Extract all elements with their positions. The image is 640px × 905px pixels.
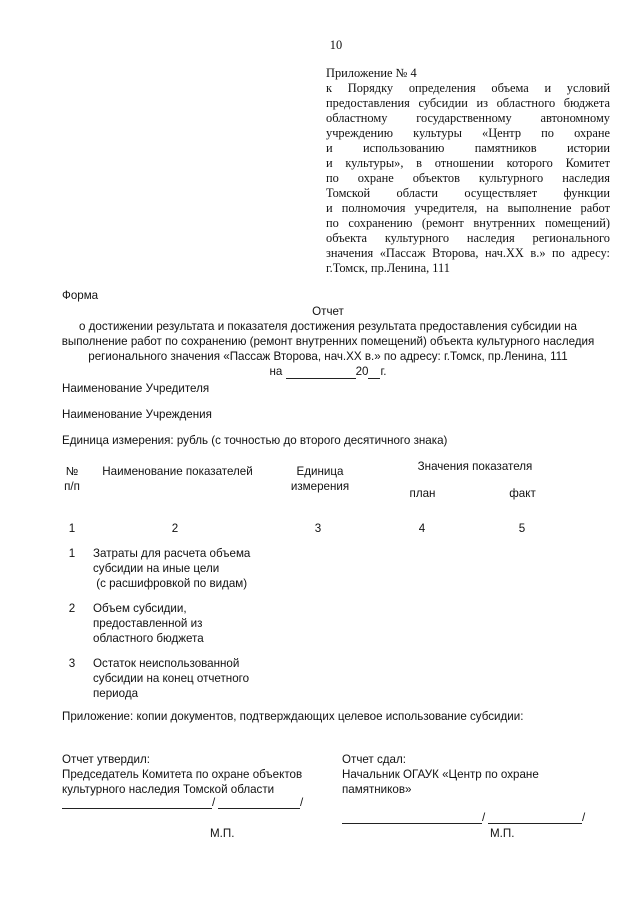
row-label-line: субсидии на конец отчетного (93, 672, 250, 685)
row-label-line: (с расшифровкой по видам) (93, 577, 248, 590)
row-label-line: Объем субсидии, (93, 602, 187, 615)
appendix-line: областному государственному автономному (326, 111, 610, 125)
row-number: 2 (68, 602, 76, 615)
submitted-signature-line[interactable]: / / (342, 811, 592, 825)
name-blank[interactable] (488, 811, 582, 824)
appendix-line: значения «Пассаж Второва, нач.XX в.» по адресу: (326, 246, 610, 260)
appendix-line: к Порядку определения объема и условий (326, 81, 610, 95)
header-num-sub: п/п (64, 480, 80, 493)
column-number: 1 (68, 522, 76, 535)
page-number: 10 (329, 38, 343, 52)
approved-signature-line[interactable]: / / (62, 796, 306, 810)
row-label-line: субсидии на иные цели (93, 562, 220, 575)
appendix-line: Томской области осуществляет функции (326, 186, 610, 200)
row-label-line: Остаток неиспользованной (93, 657, 240, 670)
header-values: Значения показателя (417, 460, 533, 473)
approved-label: Отчет утвердил: (62, 753, 150, 766)
appendix-line: объекта культурного наследия регионального (326, 231, 610, 245)
name-blank[interactable] (218, 796, 300, 809)
header-unit-sub: измерения (290, 480, 350, 493)
founder-label: Наименование Учредителя (62, 382, 210, 395)
header-plan: план (409, 487, 436, 500)
header-name: Наименование показателей (102, 465, 253, 478)
report-subtitle-line: регионального значения «Пассаж Второва, нач.XX в.» по адресу: г.Томск, пр.Ленина, 111 (88, 350, 568, 363)
report-date-prefix: на (269, 365, 283, 378)
report-date-year: 20 (355, 365, 369, 378)
approved-stamp: М.П. (210, 827, 235, 840)
submitted-position-line: памятников» (342, 783, 412, 796)
submitted-label: Отчет сдал: (342, 753, 406, 766)
row-number: 3 (68, 657, 76, 670)
form-label: Форма (62, 289, 99, 302)
signature-blank[interactable] (342, 811, 482, 824)
column-number: 4 (418, 522, 426, 535)
appendix-line: г.Томск, пр.Ленина, 111 (326, 261, 450, 275)
submitted-position-line: Начальник ОГАУК «Центр по охране (342, 768, 539, 781)
report-title: Отчет (312, 305, 344, 318)
row-number: 1 (68, 547, 76, 560)
report-subtitle-line: о достижении результата и показателя достижения результата предоставления субсидии на (78, 320, 578, 333)
column-number: 2 (171, 522, 179, 535)
approved-position-line: Председатель Комитета по охране объектов (62, 768, 303, 781)
appendix-line: и использованию памятников истории (326, 141, 610, 155)
row-label-line: областного бюджета (93, 632, 204, 645)
row-label-line: предоставленной из (93, 617, 203, 630)
column-number: 5 (518, 522, 526, 535)
header-fact: факт (509, 487, 536, 500)
table-row-label (93, 546, 283, 591)
appendix-line: предоставления субсидии из областного бюджета (326, 96, 610, 110)
report-date-suffix: г. (380, 365, 387, 378)
submitted-stamp: М.П. (490, 827, 515, 840)
appendix-line: по сохранению (ремонт внутренних помещений) (326, 216, 610, 230)
unit-label: Единица измерения: рубль (с точностью до второго десятичного знака) (62, 434, 448, 447)
appendix-line: учреждению культуры «Центр по охране (326, 126, 610, 140)
column-number: 3 (314, 522, 322, 535)
report-subtitle-line: выполнение работ по сохранению (ремонт внутренних помещений) объекта культурного наследия (61, 335, 595, 348)
institution-label: Наименование Учреждения (62, 408, 212, 421)
table-row-label (93, 601, 283, 646)
header-num: № (65, 465, 79, 478)
appendix-line: и полномочия учредителя, на выполнение работ (326, 201, 610, 215)
table-row-label (93, 656, 283, 701)
appendix-line: по охране объектов культурного наследия (326, 171, 610, 185)
appendix-line: и культуры», в отношении которого Комитет (326, 156, 610, 170)
appendix-title: Приложение № 4 (326, 66, 417, 80)
header-unit: Единица (296, 465, 344, 478)
attachment-note: Приложение: копии документов, подтверждающих целевое использование субсидии: (62, 710, 524, 723)
signature-blank[interactable] (62, 796, 212, 809)
row-label-line: периода (93, 687, 139, 700)
approved-position-line: культурного наследия Томской области (62, 783, 275, 796)
row-label-line: Затраты для расчета объема (93, 547, 251, 560)
